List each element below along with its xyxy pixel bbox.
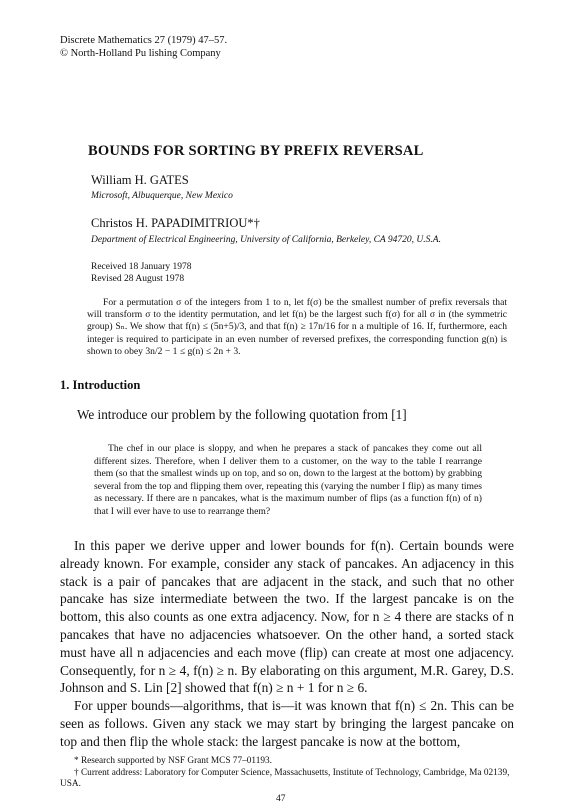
block-quote: The chef in our place is sloppy, and when he prepares a stack of pancakes they come out all different sizes. Therefore, when I deliver them to a customer, on the way to the table I rearrange them (so that the smallest winds up on top, and so on, down to the largest at the bottom) by grabbing several from the top and flipping them over, repeating this (varying the number I flip) as many times as necessary. If there are n pancakes, what is the maximum number of flips (as a function f(n) of n) that I will ever have to use to rearrange them?: [94, 443, 482, 517]
publisher-line: © North-Holland Pu lishing Company: [60, 48, 221, 59]
author-affiliation-1: Microsoft, Albuquerque, New Mexico: [91, 191, 233, 201]
footnote-1: * Research supported by NSF Grant MCS 77–01193.: [74, 756, 272, 766]
intro-sentence: We introduce our problem by the following quotation from [1]: [77, 407, 407, 422]
received-date: Received 18 January 1978: [91, 262, 192, 272]
journal-citation: Discrete Mathematics 27 (1979) 47–57.: [60, 35, 228, 46]
body-paragraph-2: For upper bounds—algorithms, that is—it was known that f(n) ≤ 2n. This can be seen as follows. Given any stack we may start by bringing the largest pancake on top and then flip the whole stack: the largest pancake is now at the bottom,: [60, 698, 514, 749]
body-text: [60, 537, 514, 751]
revised-date: Revised 28 August 1978: [91, 274, 185, 284]
author-affiliation-2: Department of Electrical Engineering, University of California, Berkeley, CA 94720, U.S.A.: [91, 235, 441, 245]
author-name-1: William H. GATES: [91, 173, 189, 187]
author-name-2: Christos H. PAPADIMITRIOU*†: [91, 216, 260, 230]
abstract: For a permutation σ of the integers from 1 to n, let f(σ) be the smallest number of prefix reversals that will transform σ to the identity permutation, and let f(n) be the largest such f(σ) for all σ in (the symmetric group) Sₙ. We show that f(n) ≤ (5n+5)/3, and that f(n) ≥ 17n/16 for n a multiple of 16. If, furthermore, each integer is required to participate in an even number of reversed prefixes, the corresponding function g(n) is shown to obey 3n/2 − 1 ≤ g(n) ≤ 2n + 3.: [87, 297, 507, 357]
footnotes: [60, 756, 512, 791]
body-paragraph-1: In this paper we derive upper and lower bounds for f(n). Certain bounds were already known. For example, consider any stack of pancakes. An adjacency in this stack is a pair of pancakes that are adjacent in the stack, and such that no other pancake has size intermediate between the two. If the largest pancake is on the bottom, this also counts as one extra adjacency. Now, for n ≥ 4 there are stacks of n pancakes that have no adjacencies whatsoever. On the other hand, a sorted stack must have all n adjacencies and each move (flip) can create at most one adjacency. Consequently, for n ≥ 4, f(n) ≥ n. By elaborating on this argument, M.R. Garey, D.S. Johnson and S. Lin [2] showed that f(n) ≥ n + 1 for n ≥ 6.: [60, 538, 514, 696]
page-number: 47: [276, 794, 286, 804]
section-heading: 1. Introduction: [60, 378, 141, 392]
footnote-2: † Current address: Laboratory for Computer Science, Massachusetts, Institute of Technology, Cambridge, Ma 02139, USA.: [60, 767, 510, 789]
paper-title: BOUNDS FOR SORTING BY PREFIX REVERSAL: [88, 143, 424, 159]
